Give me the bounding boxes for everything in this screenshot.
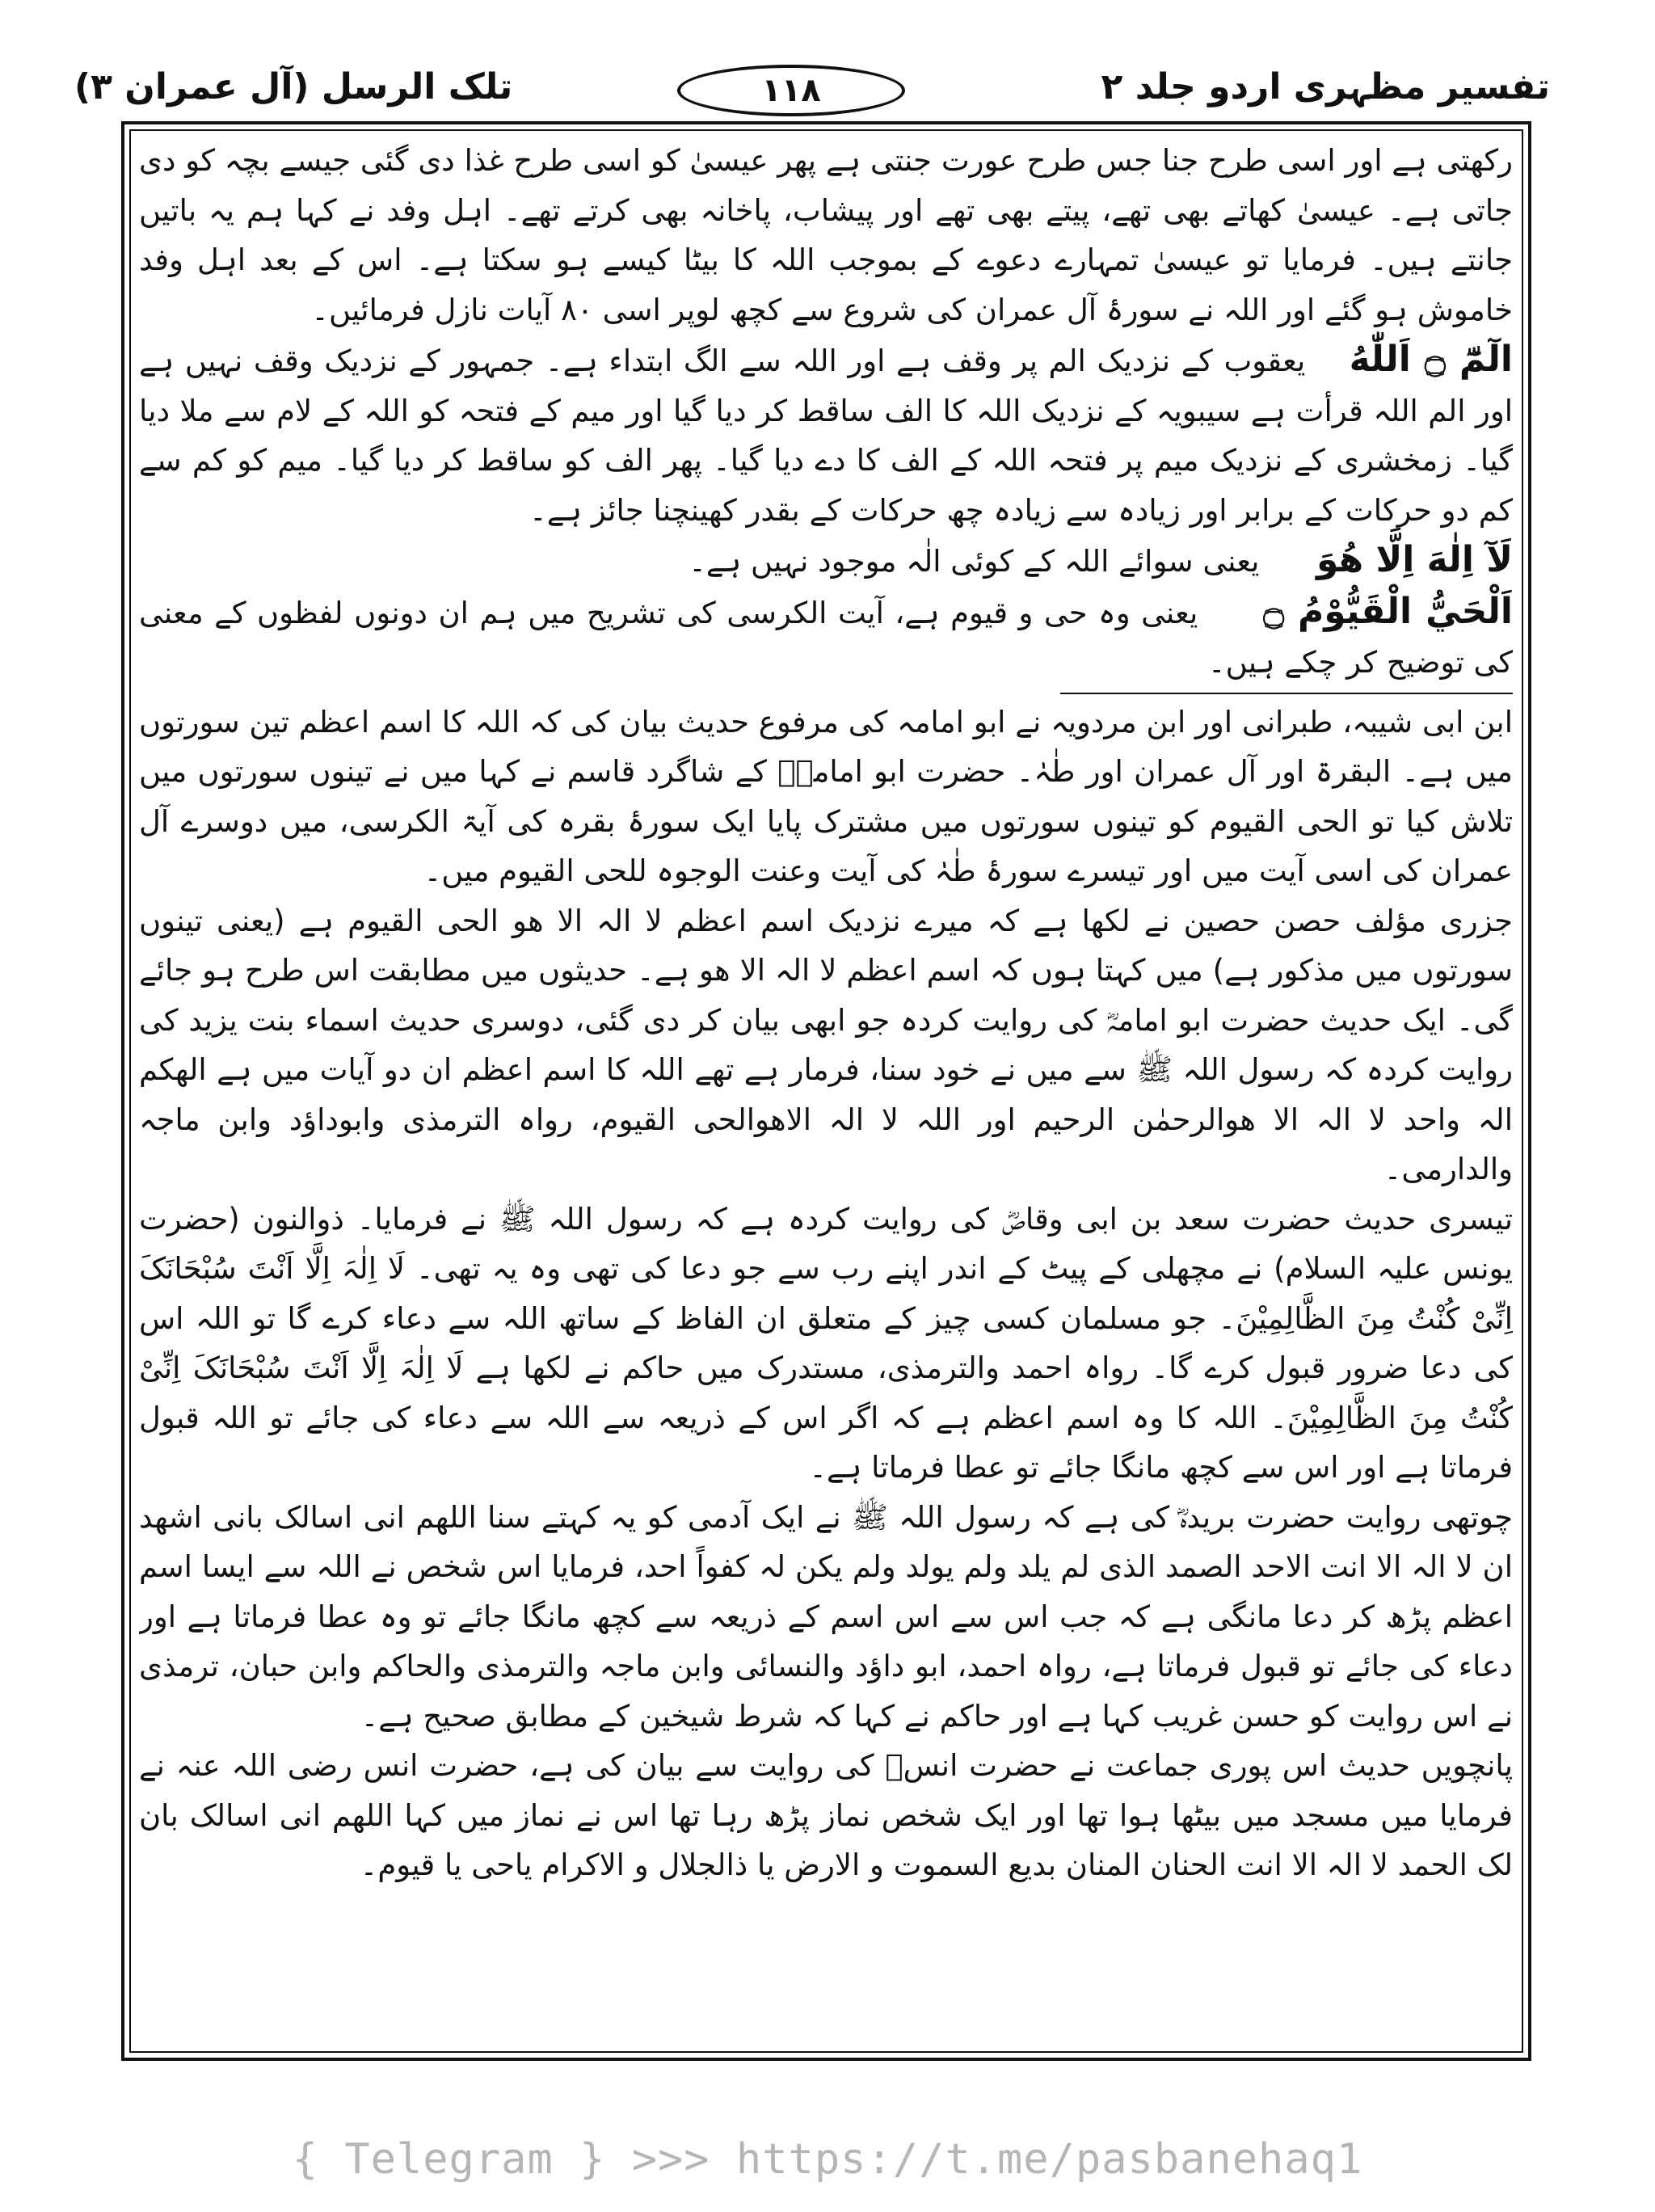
quran-verse-alif-lam-mim: الٓمّٓ ۝ اَللّٰهُ (1349, 339, 1513, 380)
paragraph-5: ابن ابی شیبہ، طبرانی اور ابن مردویہ نے ابو امامہ کی مرفوع حدیث بیان کی کہ اللہ کا اسم اعظم تین سورتوں میں ہے۔ البقرۃ اور آل عمران اور طٰہٰ۔ حضرت ابو امامہؓ کے شاگرد قاسم نے کہا میں نے تینوں سورتوں میں تلاش کیا تو الحی القیوم کو تینوں سورتوں میں مشترک پایا ایک سورۂ بقرہ کی آیۃ الکرسی، میں دوسرے آل عمران کی اسی آیت میں اور تیسرے سورۂ طٰہٰ کی آیت وعنت الوجوہ للحی القیوم میں۔ (139, 704, 1513, 888)
paragraph-3 (139, 535, 1513, 587)
paragraph-4-text: یعنی وہ حی و قیوم ہے، آیت الکرسی کی تشریح میں ہم ان دونوں لفظوں کے معنی کی توضیح کر چکے ہیں۔ (139, 595, 1513, 680)
paragraph-2-text: یعقوب کے نزدیک الم پر وقف ہے اور اللہ سے الگ ابتداء ہے۔ جمہور کے نزدیک وقف نہیں ہے اور الم اللہ قرأت ہے سیبویہ کے نزدیک اللہ کا الف ساقط کر دیا گیا اور میم کے فتحہ کو اللہ کے لام سے ملا دیا گیا۔ زمخشری کے نزدیک میم پر فتحہ اللہ کے الف کا دے دیا گیا۔ پھر الف کو ساقط کر دیا گیا۔ میم کو کم سے کم دو حرکات کے برابر اور زیادہ سے زیادہ چھ حرکات کے بقدر کھینچنا جائز ہے۔ (139, 343, 1513, 528)
paragraph-9: پانچویں حدیث اس پوری جماعت نے حضرت انسؓ کی روایت سے بیان کی ہے، حضرت انس رضی اللہ عنہ نے فرمایا میں مسجد میں بیٹھا ہوا تھا اور ایک شخص نماز پڑھ رہا تھا اس نے نماز میں کہا اللھم انی اسالک بان لک الحمد لا الہ الا انت الحنان المنان بدیع السموت و الارض یا ذالجلال و الاکرام یاحی یا قیوم۔ (139, 1748, 1513, 1882)
paragraph-3-text: یعنی سوائے اللہ کے کوئی الٰہ موجود نہیں ہے۔ (689, 544, 1260, 579)
page-number: ۱۱۸ (677, 65, 905, 116)
telegram-watermark-link[interactable]: { Telegram } >>> https://t.me/pasbanehaq1 (292, 2135, 1363, 2184)
section-rule (1060, 693, 1513, 694)
quran-verse-la-ilaha: لَآ اِلٰهَ اِلَّا هُوَ (1316, 539, 1513, 580)
quran-verse-al-hayy: اَلْحَيُّ الْقَيُّوْمُ ۝ (1263, 590, 1513, 632)
paragraph-1: رکھتی ہے اور اسی طرح جنا جس طرح عورت جنتی ہے پھر عیسیٰ کو اسی طرح غذا دی گئی جیسے بچہ کو دی جاتی ہے۔ عیسیٰ کھاتے بھی تھے، پیتے بھی تھے اور پیشاب، پاخانہ بھی کرتے تھے۔ اہل وفد نے کہا ہم یہ باتیں جانتے ہیں۔ فرمایا تو عیسیٰ تمہارے دعوے کے بموجب اللہ کا بیٹا کیسے ہو سکتا ہے۔ اس کے بعد اہل وفد خاموش ہو گئے اور اللہ نے سورۂ آل عمران کی شروع سے کچھ لوپر اسی ۸۰ آیات نازل فرمائیں۔ (139, 143, 1513, 327)
paragraph-4 (139, 587, 1513, 688)
paragraph-7: تیسری حدیث حضرت سعد بن ابی وقاصؓ کی روایت کردہ ہے کہ رسول اللہ ﷺ نے فرمایا۔ ذوالنون (حضرت یونس علیہ السلام) نے مچھلی کے پیٹ کے اندر اپنے رب سے جو دعا کی تھی وہ یہ تھی۔ لَا اِلٰہَ اِلَّا اَنْتَ سُبْحَانَکَ اِنِّیْ کُنْتُ مِنَ الظَّالِمِیْنَ۔ جو مسلمان کسی چیز کے متعلق ان الفاظ کے ساتھ اللہ سے دعاء کرے گا تو اللہ اس کی دعا ضرور قبول کرے گا۔ رواہ احمد والترمذی، مستدرک میں حاکم نے لکھا ہے لَا اِلٰہَ اِلَّا اَنْتَ سُبْحَانَکَ اِنِّیْ کُنْتُ مِنَ الظَّالِمِیْنَ۔ اللہ کا وہ اسم اعظم ہے کہ اگر اس کے ذریعہ سے اللہ سے دعاء کی جائے تو اللہ قبول فرماتا ہے اور اس سے کچھ مانگا جائے تو عطا فرماتا ہے۔ (139, 1201, 1513, 1485)
running-header-right: تفسیر مظہری اردو جلد ۲ (1101, 66, 1550, 107)
page-body (139, 136, 1513, 2051)
paragraph-2 (139, 335, 1513, 535)
paragraph-6: جزری مؤلف حصن حصین نے لکھا ہے کہ میرے نزدیک اسم اعظم لا الہ الا ھو الحی القیوم ہے (یعنی تینوں سورتوں میں مذکور ہے) میں کہتا ہوں کہ اسم اعظم لا الہ الا ھو ہے۔ حدیثوں میں مطابقت اس طرح ہو جائے گی۔ ایک حدیث حضرت ابو امامہؓ کی روایت کردہ جو ابھی بیان کر دی گئی، دوسری حدیث اسماء بنت یزید کی روایت کردہ کہ رسول اللہ ﷺ سے میں نے خود سنا، فرمار ہے تھے اللہ کا اسم اعظم ان دو آیات میں ہے الھکم الہ واحد لا الہ الا ھوالرحمٰن الرحیم اور اللہ لا الہ الاھوالحی القیوم، رواہ الترمذی وابوداؤد وابن ماجہ والدارمی۔ (139, 903, 1513, 1186)
running-header-left: تلک الرسل (آل عمران ۳) (74, 66, 513, 107)
paragraph-8: چوتھی روایت حضرت بریدہؓ کی ہے کہ رسول اللہ ﷺ نے ایک آدمی کو یہ کہتے سنا اللھم انی اسالک بانی اشھد ان لا الہ الا انت الاحد الصمد الذی لم یلد ولم یولد ولم یکن لہ کفواً احد، فرمایا اس شخص نے اللہ سے ایسا اسم اعظم پڑھ کر دعا مانگی ہے کہ جب اس سے اس اسم کے ذریعہ سے کچھ مانگا جائے تو وہ عطا فرماتا ہے اور دعاء کی جائے تو قبول فرماتا ہے، رواہ احمد، ابو داؤد والنسائی وابن ماجہ والترمذی والحاکم وابن حبان، ترمذی نے اس روایت کو حسن غریب کہا ہے اور حاکم نے کہا کہ شرط شیخین کے مطابق صحیح ہے۔ (139, 1499, 1513, 1734)
